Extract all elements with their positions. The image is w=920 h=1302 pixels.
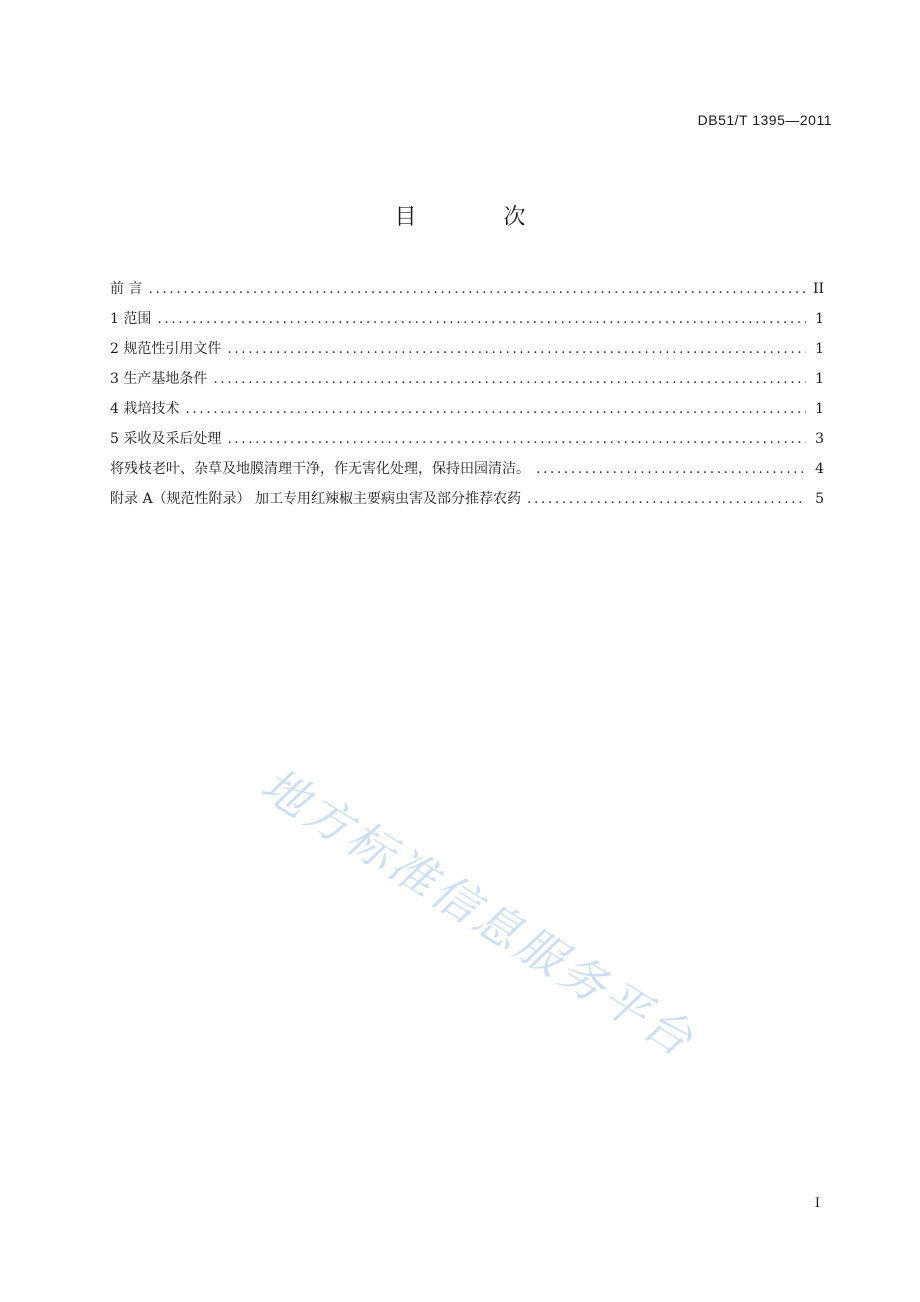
toc-entry-page: 1: [815, 401, 824, 417]
toc-entry-page: 4: [815, 461, 824, 477]
toc-entry-page: 1: [815, 371, 824, 387]
toc-leader-dots: [227, 431, 806, 447]
toc-leader-dots: [536, 461, 806, 477]
table-of-contents: [110, 278, 824, 518]
toc-leader-dots: [148, 281, 806, 297]
page-title: 目 次: [394, 205, 566, 230]
toc-leader-dots: [227, 341, 806, 357]
toc-entry-label: 4 栽培技术: [110, 401, 180, 417]
toc-entry-label: 前 言: [110, 281, 143, 297]
toc-entry-page: 1: [815, 311, 824, 327]
toc-leader-dots: [527, 491, 806, 507]
toc-entry-harvest[interactable]: [110, 428, 824, 458]
toc-entry-label: 1 范围: [110, 311, 152, 327]
toc-entry-appendix-a[interactable]: [110, 488, 824, 518]
toc-entry-label: 附录 A（规范性附录） 加工专用红辣椒主要病虫害及部分推荐农药: [110, 491, 522, 507]
toc-entry-page: 3: [815, 431, 824, 447]
toc-entry-label: 将残枝老叶、杂草及地膜清理干净，作无害化处理，保持田园清洁。: [110, 461, 530, 477]
toc-leader-dots: [185, 401, 806, 417]
toc-leader-dots: [213, 371, 806, 387]
toc-entry-label: 2 规范性引用文件: [110, 341, 222, 357]
watermark: 地方标准信息服务平台: [252, 757, 705, 1068]
standard-code: DB51/T 1395—2011: [697, 112, 832, 128]
toc-entry-production-base[interactable]: [110, 368, 824, 398]
toc-entry-page: II: [812, 281, 824, 297]
toc-entry-foreword[interactable]: [110, 278, 824, 308]
toc-entry-page: 1: [815, 341, 824, 357]
toc-entry-scope[interactable]: [110, 308, 824, 338]
toc-entry-page: 5: [815, 491, 824, 507]
toc-entry-field-cleaning[interactable]: [110, 458, 824, 488]
toc-entry-label: 5 采收及采后处理: [110, 431, 222, 447]
toc-entry-normative-references[interactable]: [110, 338, 824, 368]
page-number: I: [814, 1196, 820, 1211]
toc-leader-dots: [157, 311, 806, 327]
toc-entry-label: 3 生产基地条件: [110, 371, 208, 387]
toc-entry-cultivation[interactable]: [110, 398, 824, 428]
